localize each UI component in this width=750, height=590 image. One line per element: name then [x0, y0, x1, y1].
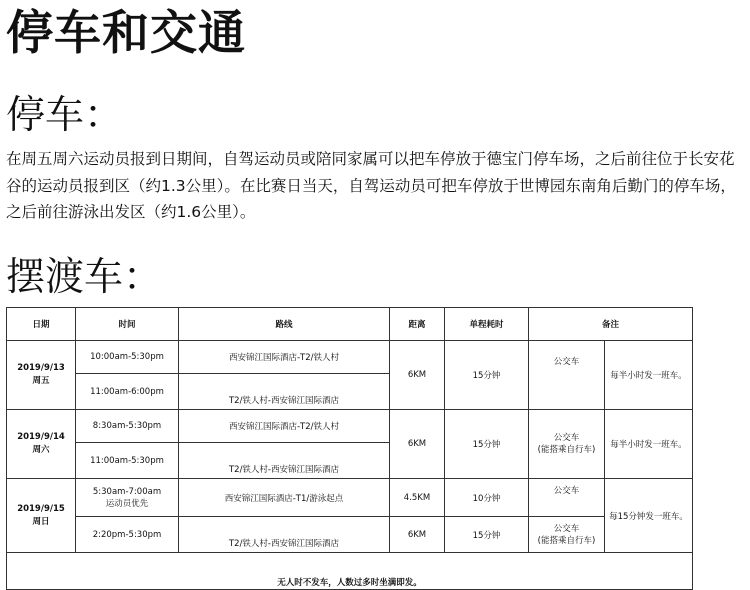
frequency-note-cell: 每半小时发一班车。: [605, 410, 693, 479]
vehicle-sublabel: (能搭乘自行车): [537, 535, 596, 546]
shuttle-heading: 摆渡车：: [6, 255, 163, 300]
route-cell: 西安锦江国际酒店-T1/游泳起点: [179, 479, 390, 517]
table-row: [7, 341, 693, 374]
vehicle-cell: [529, 410, 605, 479]
header-notes: 备注: [529, 308, 693, 341]
date-cell: [7, 341, 76, 410]
distance-cell: 6KM: [390, 517, 445, 553]
frequency-note-cell: 每15分钟发一班车。: [605, 479, 693, 553]
parking-paragraph: 在周五周六运动员报到日期间，自驾运动员或陪同家属可以把车停放于德宝门停车场，之后前往位于长安花谷的运动员报到区（约1.3公里）。在比赛日当天，自驾运动员可把车停放于世博园东南角后勤门的停车场，之后前往游泳出发区（约1.6公里）。: [6, 150, 736, 221]
date-value: 2019/9/14: [17, 432, 65, 442]
frequency-note-cell: 每半小时发一班车。: [605, 341, 693, 410]
vehicle-sublabel: (能搭乘自行车): [537, 445, 596, 455]
vehicle-label: 公交车: [553, 433, 580, 443]
parking-heading: 停车：: [6, 93, 124, 138]
time-cell: 11:00am-5:30pm: [76, 443, 179, 479]
footer-text: 无人时不发车，人数过多时坐满即发。: [277, 578, 422, 588]
header-time: 时间: [76, 308, 179, 341]
vehicle-cell: 公交车: [529, 479, 605, 517]
time-cell: [76, 479, 179, 517]
distance-cell: 6KM: [390, 341, 445, 410]
weekday-value: 周五: [32, 376, 50, 386]
route-cell: 西安锦江国际酒店-T2/铁人村: [179, 410, 390, 443]
time-sublabel: 运动员优先: [105, 498, 149, 509]
duration-cell: 15分钟: [445, 410, 529, 479]
vehicle-label: 公交车: [553, 523, 580, 534]
shuttle-schedule-table: [6, 307, 693, 590]
duration-cell: 10分钟: [445, 479, 529, 517]
table-footer-row: [7, 553, 693, 590]
duration-cell: 15分钟: [445, 517, 529, 553]
route-cell: T2/铁人村-西安锦江国际酒店: [179, 374, 390, 410]
table-row: [7, 517, 693, 553]
header-distance: 距离: [390, 308, 445, 341]
vehicle-cell: 公交车: [529, 341, 605, 410]
distance-cell: 4.5KM: [390, 479, 445, 517]
route-cell: 西安锦江国际酒店-T2/铁人村: [179, 341, 390, 374]
date-value: 2019/9/15: [17, 503, 65, 514]
date-cell: [7, 479, 76, 553]
page-title: 停车和交通: [6, 6, 246, 61]
time-value: 5:30am-7:00am: [92, 486, 162, 497]
header-duration: 单程耗时: [445, 308, 529, 341]
date-value: 2019/9/13: [17, 363, 65, 373]
date-cell: [7, 410, 76, 479]
distance-cell: 6KM: [390, 410, 445, 479]
time-cell: 8:30am-5:30pm: [76, 410, 179, 443]
time-cell: 11:00am-6:00pm: [76, 374, 179, 410]
vehicle-cell: [529, 517, 605, 553]
table-footer-note: [7, 553, 693, 590]
table-header-row: [7, 308, 693, 341]
route-cell: T2/铁人村-西安锦江国际酒店: [179, 517, 390, 553]
time-cell: 10:00am-5:30pm: [76, 341, 179, 374]
header-date: 日期: [7, 308, 76, 341]
weekday-value: 周日: [32, 516, 50, 527]
route-cell: T2/铁人村-西安锦江国际酒店: [179, 443, 390, 479]
time-cell: 2:20pm-5:30pm: [76, 517, 179, 553]
table-row: [7, 479, 693, 517]
duration-cell: 15分钟: [445, 341, 529, 410]
weekday-value: 周六: [32, 445, 50, 455]
header-route: 路线: [179, 308, 390, 341]
table-row: [7, 410, 693, 443]
